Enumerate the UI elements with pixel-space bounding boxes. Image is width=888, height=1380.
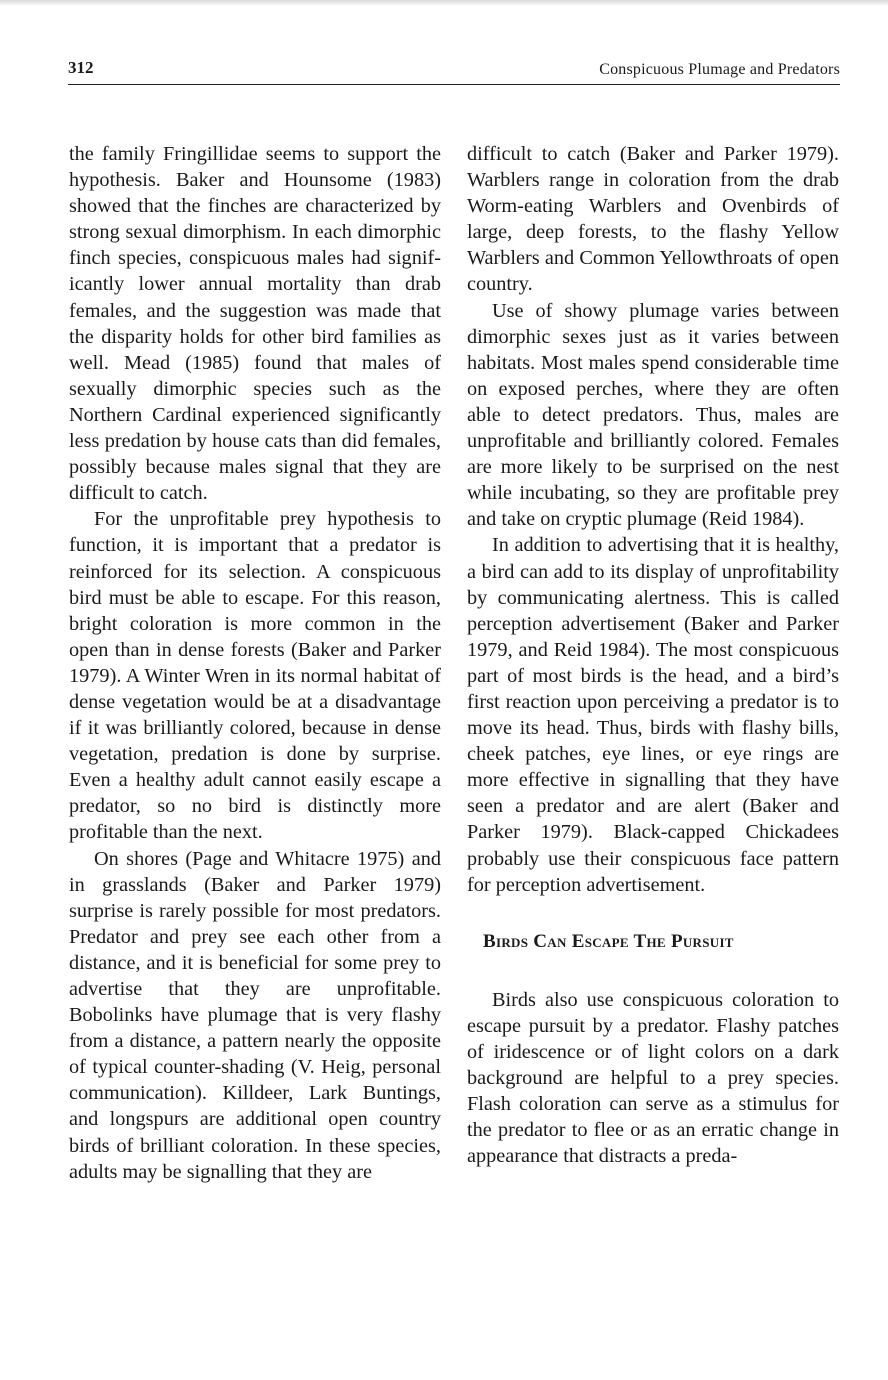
running-header: [68, 54, 840, 85]
right-column: [467, 141, 839, 1169]
page-top-edge: [0, 0, 888, 6]
paragraph: On shores (Page and Whitacre 1975) and in grasslands (Baker and Parker 1979) surprise is rarely possible for most predators. Predator and prey see each other from a distance, and it is beneficial for some prey to advertise that they are unprofitable. Bobolinks have plumage that is very flashy from a distance, a pattern nearly the opposite of typical counter-shading (V. Heig, personal communication). Killdeer, Lark Buntings, and longspurs are additional open country birds of brilliant coloration. In these species, adults may be signalling that they are: [69, 847, 441, 1183]
paragraph: the family Fringillidae seems to support the hypothesis. Baker and Hounsome (1983) showed that the finches are characterized by strong sexual dimorphism. In each dimorphic finch species, conspicuous males had significantly lower annual mortality than drab females, and the suggestion was made that the disparity holds for other bird families as well. Mead (1985) found that males of sexually dimorphic species such as the Northern Cardinal experienced significantly less predation by house cats than did females, possibly because males signal that they are difficult to catch.: [69, 143, 441, 505]
paragraph: difficult to catch (Baker and Parker 1979). Warblers range in coloration from the drab Worm-eating Warblers and Ovenbirds of large, deep forests, to the flashy Yellow Warblers and Common Yellowthroats of open country.: [467, 143, 839, 296]
paragraph: Birds also use conspicuous coloration to escape pursuit by a predator. Flashy patches of iridescence or of light colors on a dark background are helpful to a prey species. Flash coloration can serve as a stimulus for the predator to flee or as an erratic change in appearance that distracts a preda-: [467, 988, 839, 1168]
left-column: [69, 141, 441, 1185]
section-heading: Birds Can Escape The Pursuit: [483, 930, 734, 952]
paragraph: In addition to advertising that it is healthy, a bird can add to its display of unprofitability by communicating alertness. This is called perception advertisement (Baker and Parker 1979, and Reid 1984). The most conspicuous part of most birds is the head, and a bird’s first reaction upon perceiving a predator is to move its head. Thus, birds with flashy bills, cheek patches, eye lines, or eye rings are more effective in signalling that they have seen a predator and are alert (Baker and Parker 1979). Black-capped Chickadees probably use their conspicuous face pattern for perception advertisement.: [467, 534, 839, 896]
running-title: Conspicuous Plumage and Predators: [599, 61, 840, 78]
paragraph: For the unprofitable prey hypothesis to function, it is important that a predator is reinforced for its selection. A conspicuous bird must be able to escape. For this reason, bright coloration is more common in the open than in dense forests (Baker and Parker 1979). A Winter Wren in its normal habitat of dense vegetation would be at a disadvantage if it was brilliantly colored, because in dense vegetation, predation is done by surprise. Even a healthy adult cannot easily escape a predator, so no bird is distinctly more profitable than the next.: [69, 508, 441, 844]
page-number: 312: [68, 58, 94, 77]
paragraph: Use of showy plumage varies between dimorphic sexes just as it varies between habitats. Most males spend considerable time on exposed perches, where they are often able to detect predators. Thus, males are unprofitable and brilliantly colored. Females are more likely to be surprised on the nest while incubating, so they are profitable prey and take on cryptic plumage (Reid 1984).: [467, 299, 839, 531]
